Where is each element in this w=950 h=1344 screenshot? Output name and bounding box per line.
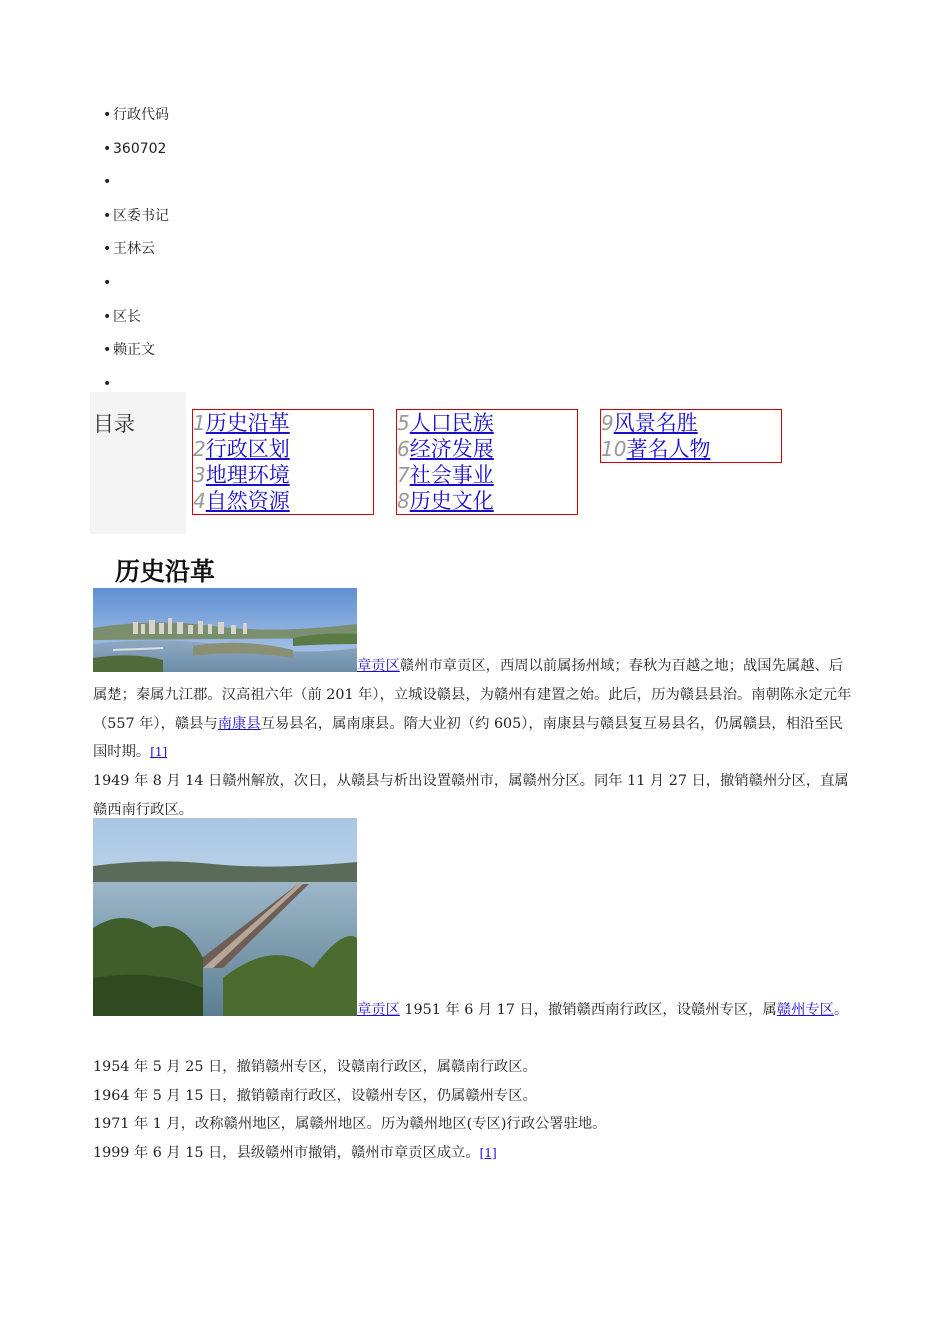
toc-panel xyxy=(90,392,186,534)
toc-number: 5 xyxy=(397,411,410,435)
toc-link[interactable]: 人口民族 xyxy=(409,411,494,435)
toc-number: 7 xyxy=(397,463,410,487)
reference-link[interactable]: [1] xyxy=(150,745,168,760)
toc-link[interactable]: 地理环境 xyxy=(205,463,290,487)
history-paragraph-2: 1949 年 8 月 14 日赣州解放，次日，从赣县与析出设置赣州市，属赣州分区。同年 11 月 27 日，撤销赣州分区，直属赣西南行政区。 xyxy=(93,773,849,818)
toc-link[interactable]: 著名人物 xyxy=(626,437,711,461)
toc-item[interactable] xyxy=(193,436,373,462)
toc-column-1 xyxy=(192,409,374,515)
toc-item[interactable] xyxy=(397,410,577,436)
infobox-item: • 区委书记 xyxy=(103,207,169,224)
toc-number: 3 xyxy=(193,463,206,487)
infobox-item: • xyxy=(103,375,112,392)
infobox-item: • 王林云 xyxy=(103,241,155,258)
toc-item[interactable] xyxy=(193,410,373,436)
ganzhou-prefecture-link[interactable]: 赣州专区 xyxy=(776,1002,834,1018)
toc-link[interactable]: 历史沿革 xyxy=(205,411,290,435)
reference-link[interactable]: [1] xyxy=(479,1146,497,1160)
toc-item[interactable] xyxy=(397,462,577,488)
toc-link[interactable]: 经济发展 xyxy=(409,437,494,461)
toc-column-2 xyxy=(396,409,578,515)
history-paragraph-3: 章贡区 1951 年 6 月 17 日，撤销赣西南行政区，设赣州专区，属赣州专区。 xyxy=(357,1002,849,1018)
infobox-item: • 行政代码 xyxy=(103,107,169,123)
history-paragraph-7: 1999 年 6 月 15 日，县级赣州市撤销，赣州市章贡区成立。[1] xyxy=(93,1145,497,1161)
infobox-item: • 区长 xyxy=(103,308,141,325)
toc-label: 目录 xyxy=(93,412,135,436)
toc-number: 6 xyxy=(397,437,410,461)
history-paragraph-4: 1954 年 5 月 25 日，撤销赣州专区，设赣南行政区，属赣南行政区。 xyxy=(93,1059,537,1075)
toc-number: 9 xyxy=(601,411,614,435)
toc-number: 8 xyxy=(397,489,410,513)
toc-item[interactable] xyxy=(193,462,373,488)
toc-link[interactable]: 行政区划 xyxy=(205,437,290,461)
infobox-item: • 360702 xyxy=(103,140,167,157)
toc-link[interactable]: 社会事业 xyxy=(409,463,494,487)
toc-link[interactable]: 风景名胜 xyxy=(613,411,698,435)
image-caption-link[interactable]: 章贡区 xyxy=(357,1002,400,1018)
river-bridge-illustration xyxy=(93,818,357,1016)
river-bridge-image xyxy=(93,818,357,1016)
toc-number: 4 xyxy=(193,489,206,513)
image-caption-link[interactable]: 章贡区 xyxy=(357,658,400,674)
toc-item[interactable] xyxy=(193,488,373,514)
toc-number: 1 xyxy=(193,411,206,435)
infobox-item: • xyxy=(103,274,112,291)
toc-item[interactable] xyxy=(601,410,781,436)
infobox-item: • 赖正文 xyxy=(103,342,155,359)
toc-item[interactable] xyxy=(397,488,577,514)
toc-column-3 xyxy=(600,409,782,463)
section-title: 历史沿革 xyxy=(115,557,216,586)
history-paragraph-6: 1971 年 1 月，改称赣州地区，属赣州地区。历为赣州地区(专区)行政公署驻地。 xyxy=(93,1116,607,1132)
infobox-item: • xyxy=(103,174,112,191)
toc-item[interactable] xyxy=(601,436,781,462)
history-paragraph-5: 1964 年 5 月 15 日，撤销赣南行政区，设赣州专区，仍属赣州专区。 xyxy=(93,1088,537,1104)
history-paragraph-1: 章贡区赣州市章贡区，西周以前属扬州域；春秋为百越之地；战国先属越、后属楚；秦属九江郡。汉高祖六年（前 201 年），立城设赣县，为赣州有建置之始。此后，历为赣县县治。南朝陈永定元年（557 年），赣县与南康县互易县名，属南康县。隋大业初（约 605），南康县与赣县复互易县名，仍属赣县，相沿至民国时期。[1] xyxy=(93,658,852,761)
toc-link[interactable]: 自然资源 xyxy=(205,489,290,513)
nankang-county-link[interactable]: 南康县 xyxy=(217,715,261,732)
toc-number: 2 xyxy=(193,437,206,461)
toc-number: 10 xyxy=(601,437,627,461)
toc-item[interactable] xyxy=(397,436,577,462)
infobox-list xyxy=(103,104,169,406)
toc-link[interactable]: 历史文化 xyxy=(409,489,494,513)
